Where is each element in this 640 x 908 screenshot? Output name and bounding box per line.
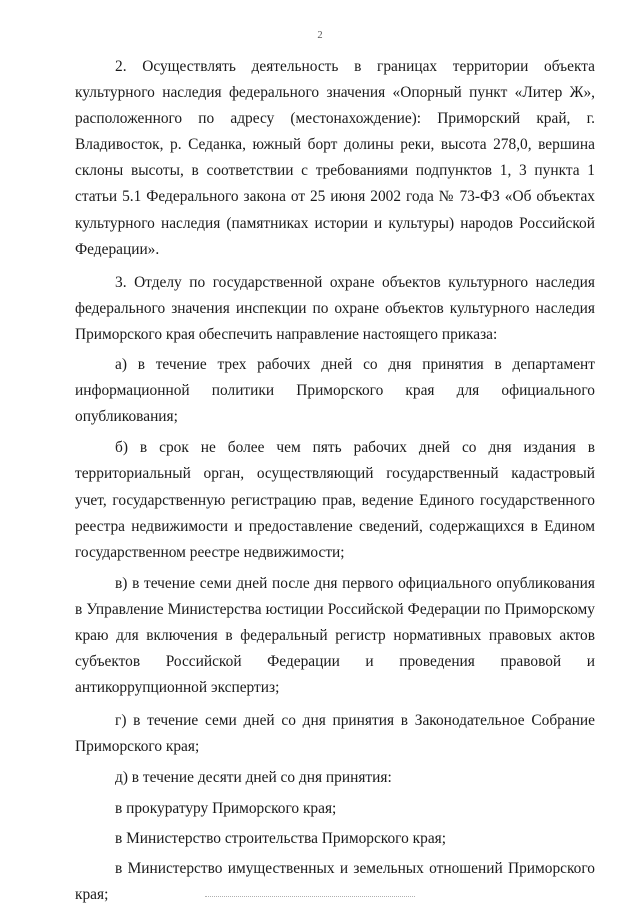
subitem-v: в) в течение семи дней после дня первого официального опубликования в Управление Министерства юстиции Российской Федерации по Приморскому краю для включения в федеральный регистр нормативных правовых актов субъектов Российской Федерации и проведения правовой и антикоррупционной экспертиз; bbox=[75, 574, 595, 697]
subitem-d: д) в течение десяти дней со дня принятия: bbox=[115, 769, 392, 787]
paragraph-item-2: 2. Осуществлять деятельность в границах территории объекта культурного наследия федерального значения «Опорный пункт «Литер Ж», расположенного по адресу (местонахождение): Приморский край, г. Владивосток, р. Седанка, южный борт долины реки, высота 278,0, вершина склоны высоты, в соответствии с требованиями подпунктов 1, 3 пункта 1 статьи 5.1 Федерального закона от 25 июня 2002 года № 73-ФЗ «Об объектах культурного наследия (памятниках истории и культуры) народов Российской Федерации». bbox=[75, 58, 595, 258]
recipient-prosecutor: в прокуратуру Приморского края; bbox=[115, 799, 337, 817]
recipient-construction-ministry: в Министерство строительства Приморского края; bbox=[115, 829, 447, 847]
page-number: 2 bbox=[317, 30, 323, 41]
document-body bbox=[75, 54, 595, 908]
subitem-g: г) в течение семи дней со дня принятия в Законодательное Собрание Приморского края; bbox=[75, 712, 595, 756]
subitem-a: а) в течение трех рабочих дней со дня принятия в департамент информационной политики Приморского края для официального опубликования; bbox=[75, 356, 595, 426]
recipient-property-ministry: в Министерство имущественных и земельных отношений Приморского края; bbox=[75, 859, 595, 903]
page-bottom-edge bbox=[205, 896, 415, 897]
paragraph-item-3: 3. Отделу по государственной охране объектов культурного наследия федерального значения инспекции по охране объектов культурного наследия Приморского края обеспечить направление настоящего приказа: bbox=[75, 273, 595, 343]
subitem-b: б) в срок не более чем пять рабочих дней со дня издания в территориальный орган, осуществляющий государственный кадастровый учет, государственную регистрацию прав, ведение Единого государственного реестра недвижимости и предоставление сведений, содержащихся в Едином государственном реестре недвижимости; bbox=[75, 439, 595, 561]
